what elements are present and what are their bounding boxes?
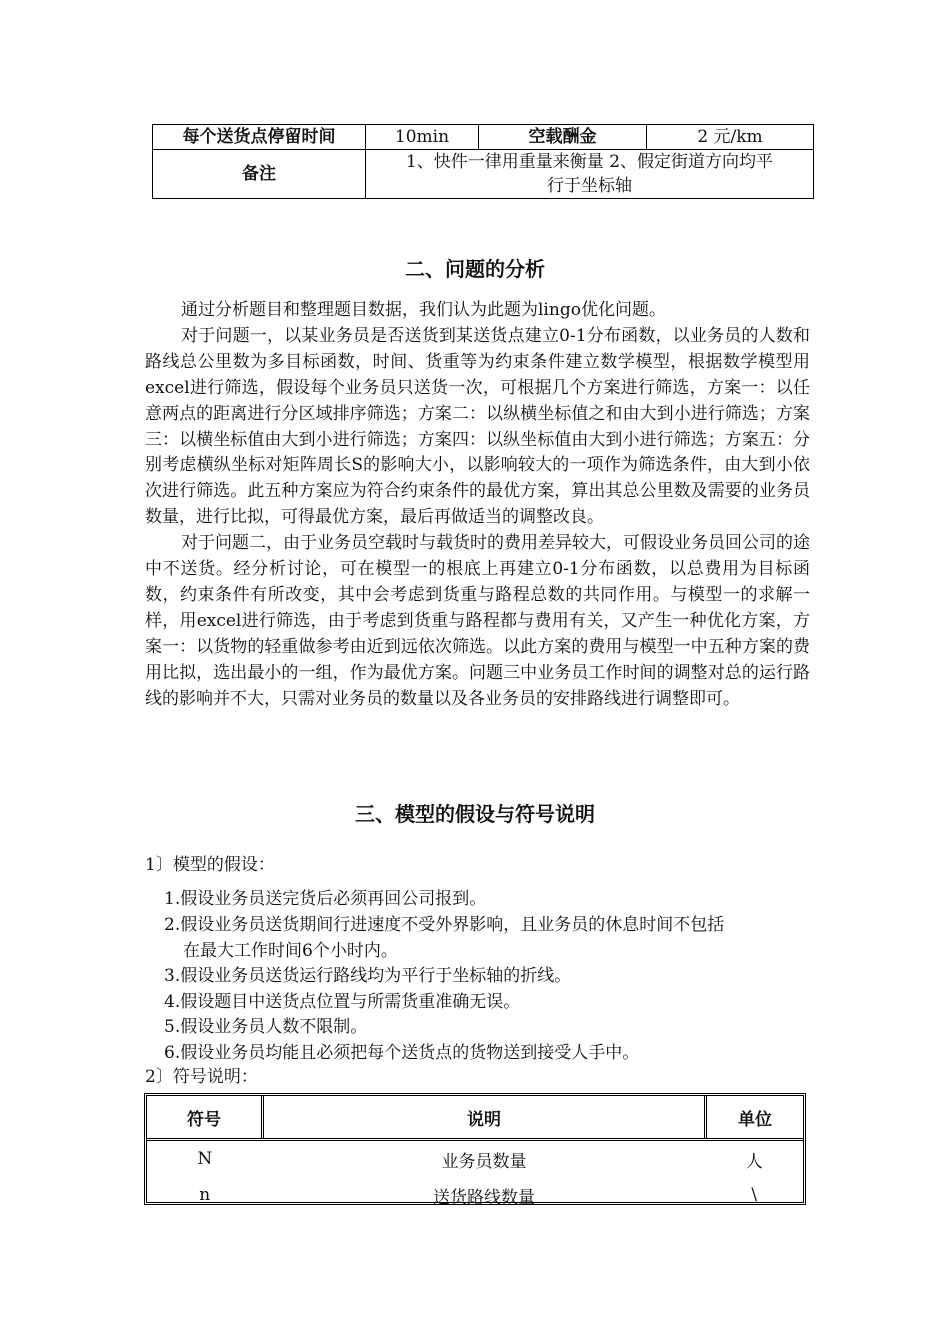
column-header: 说明 — [263, 1096, 706, 1140]
info-table — [152, 124, 814, 199]
table-cell: N — [197, 1149, 213, 1169]
table-cell: \ — [751, 1185, 758, 1205]
table-cell: 每个送货点停留时间 — [153, 125, 366, 150]
note-cell — [366, 150, 814, 199]
paragraph: 通过分析题目和整理题目数据，我们认为此题为lingo优化问题。 — [181, 300, 666, 320]
table-cell: 10min — [366, 125, 479, 150]
section-title: 三、模型的假设与符号说明 — [355, 802, 595, 826]
assumption-item: 2.假设业务员送货期间行进速度不受外界影响，且业务员的休息时间不包括 — [164, 915, 725, 935]
subheading: 2〕符号说明： — [145, 1067, 258, 1087]
symbol-table-grid — [147, 1096, 803, 1213]
assumption-item: 4.假设题目中送货点位置与所需货重准确无误。 — [164, 992, 521, 1012]
assumption-item: 在最大工作时间6个小时内。 — [183, 941, 398, 961]
table-cell: 人 — [745, 1151, 763, 1172]
note-line: 1、快件一律用重量来衡量 2、假定街道方向均平 — [405, 152, 774, 172]
table-row — [153, 150, 814, 199]
table-cell: 空载酬金 — [479, 125, 647, 150]
table-cell: 备注 — [153, 150, 366, 199]
subheading: 1〕模型的假设： — [145, 855, 275, 875]
column-header: 单位 — [706, 1096, 804, 1140]
table-row — [153, 125, 814, 150]
table-row — [147, 1140, 803, 1178]
paragraph: 对于问题一，以某业务员是否送货到某送货点建立0-1分布函数，以业务员的人数和路线总公里数为多目标函数，时间、货重等为约束条件建立数学模型，根据数学模型用excel进行筛选，假设每个业务员只送货一次，可根据几个方案进行筛选，方案一：以任意两点的距离进行分区域排序筛选；方案二：以纵横坐标值之和由大到小进行筛选；方案三：以横坐标值由大到小进行筛选；方案四：以纵坐标值由大到小进行筛选；方案五：分别考虑横纵坐标对矩阵周长S的影响大小，以影响较大的一项作为筛选条件，由大到小依次进行筛选。此五种方案应为符合约束条件的最优方案，算出其总公里数及需要的业务员数量，进行比拟，可得最优方案，最后再做适当的调整改良。 — [145, 325, 810, 528]
assumption-item: 6.假设业务员均能且必须把每个送货点的货物送到接受人手中。 — [164, 1043, 640, 1063]
assumption-item: 3.假设业务员送货运行路线均为平行于坐标轴的折线。 — [164, 966, 572, 986]
assumption-item: 5.假设业务员人数不限制。 — [164, 1017, 368, 1037]
table-cell: 送货路线数量 — [433, 1187, 535, 1208]
assumption-item: 1.假设业务员送完货后必须再回公司报到。 — [164, 889, 487, 909]
paragraph: 对于问题二，由于业务员空载时与载货时的费用差异较大，可假设业务员回公司的途中不送货。经分析讨论，可在模型一的根底上再建立0-1分布函数，以总费用为目标函数，约束条件有所改变，其中会考虑到货重与路程总数的共同作用。与模型一的求解一样，用excel进行筛选，由于考虑到货重与路程都与费用有关，又产生一种优化方案，方案一：以货物的轻重做参考由近到远依次筛选。以此方案的费用与模型一中五种方案的费用比拟，选出最小的一组，作为最优方案。问题三中业务员工作时间的调整对总的运行路线的影响并不大，只需对业务员的数量以及各业务员的安排路线进行调整即可。 — [145, 533, 810, 709]
table-row — [147, 1177, 803, 1213]
analysis-body — [145, 298, 810, 713]
table-cell: 2 元/km — [647, 125, 814, 150]
table-cell: 业务员数量 — [441, 1151, 527, 1172]
section-title: 二、问题的分析 — [405, 257, 545, 281]
table-header-row — [147, 1096, 803, 1140]
note-line: 行于坐标轴 — [547, 176, 632, 196]
table-cell: n — [199, 1185, 211, 1205]
column-header: 符号 — [147, 1096, 263, 1140]
symbol-table — [144, 1093, 806, 1208]
